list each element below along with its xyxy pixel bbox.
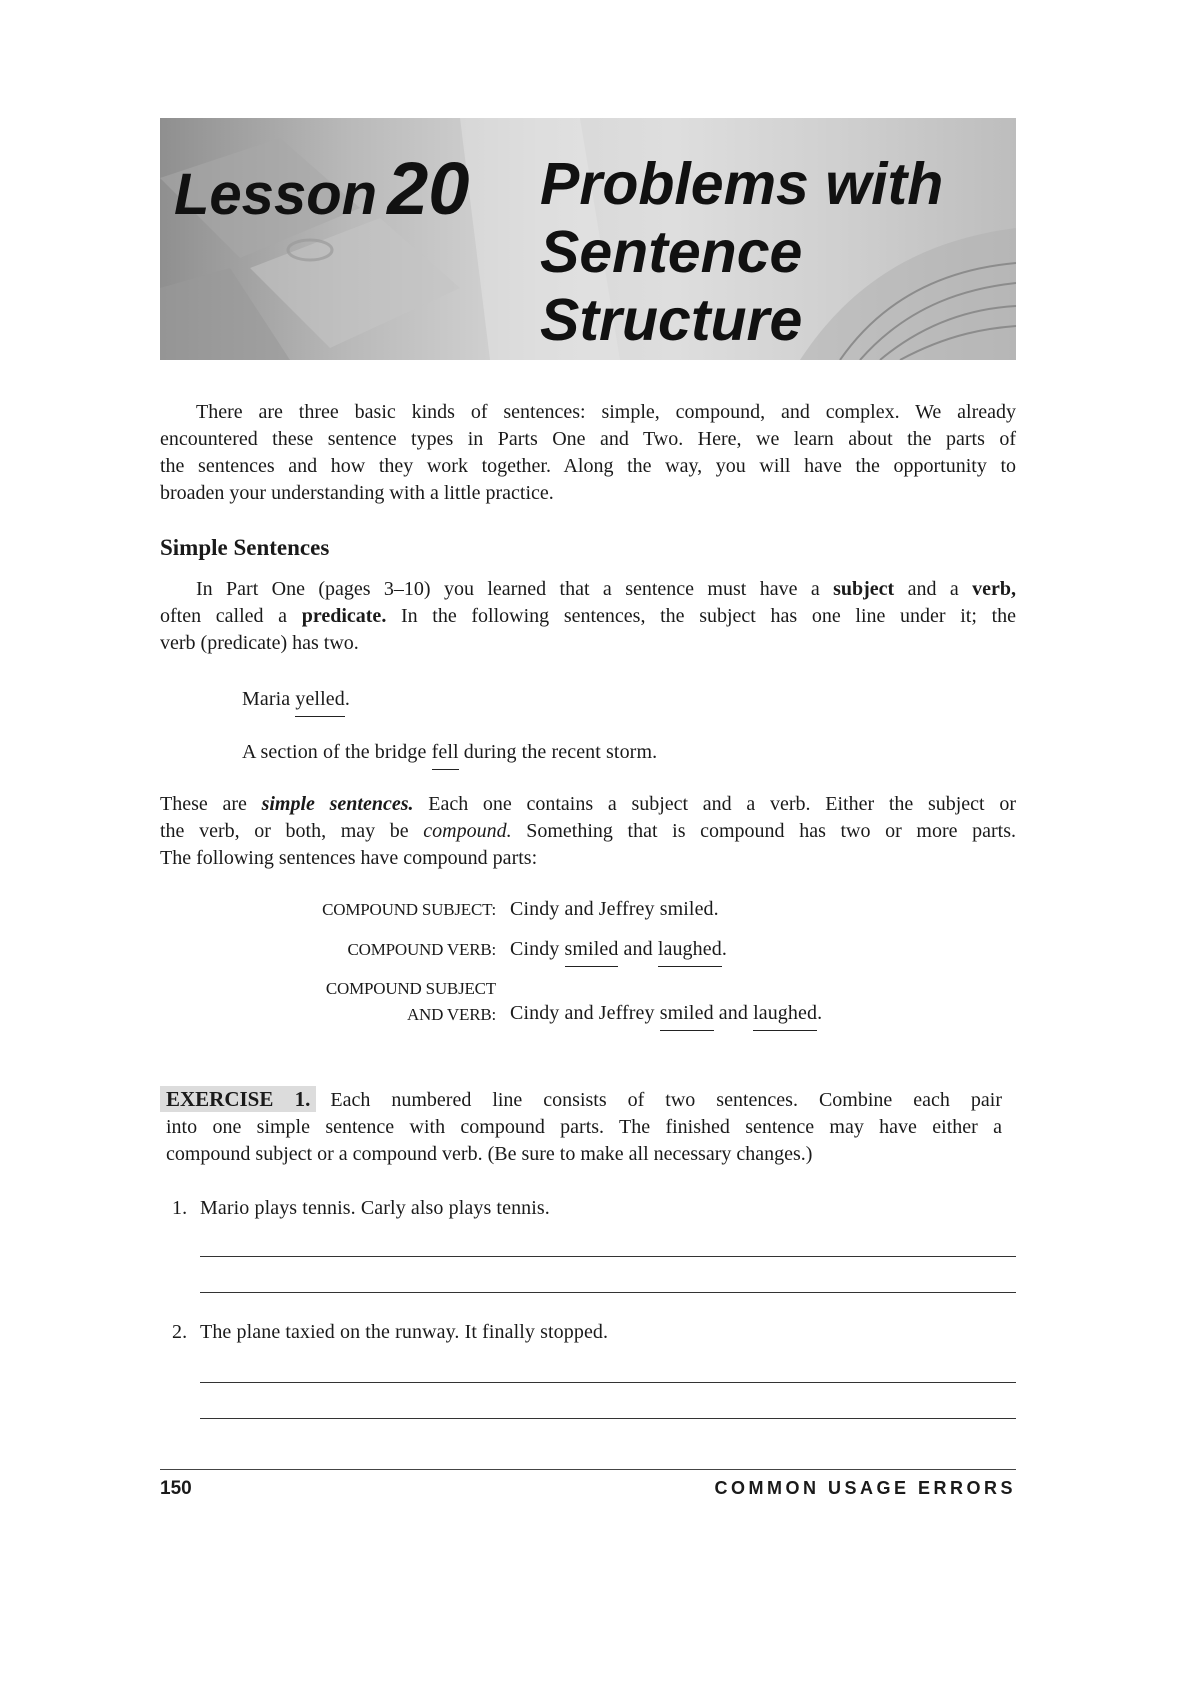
text-run: Each one contains a subject and a verb. Either the subject or	[413, 793, 1016, 815]
section-heading: Simple Sentences	[160, 535, 330, 560]
exercise-title: EXERCISE 1.	[160, 1086, 316, 1112]
paragraph-line	[160, 818, 1016, 845]
example-sentence	[242, 686, 350, 713]
paragraph-line: verb (predicate) has two.	[160, 632, 359, 654]
intro-line: the sentences and how they work together. Along the way, you will have the opportunity to	[160, 455, 1016, 477]
term-predicate: predicate.	[301, 605, 387, 627]
compound-paragraph	[160, 791, 1016, 872]
intro-line: broaden your understanding with a little practice.	[160, 482, 554, 504]
text-run: A section of the bridge	[242, 741, 432, 763]
answer-line[interactable]	[200, 1418, 1016, 1419]
exercise-instructions	[160, 1086, 1002, 1168]
intro-line: encountered these sentence types in Parts One and Two. Here, we learn about the parts of	[160, 428, 1016, 450]
compound-label: COMPOUND SUBJECT	[325, 979, 496, 998]
answer-line[interactable]	[200, 1292, 1016, 1293]
example-verb: smiled	[565, 938, 619, 967]
lesson-title-line: Structure	[540, 287, 803, 353]
paragraph-line: The following sentences have compound parts:	[160, 847, 538, 869]
example-verb: fell	[432, 741, 459, 770]
compound-label: AND VERB:	[406, 1005, 496, 1024]
text-run: often called a	[160, 605, 302, 627]
example-verb: smiled	[660, 1002, 714, 1031]
example-verb: laughed	[753, 1002, 817, 1031]
lesson-title	[540, 150, 943, 354]
answer-line[interactable]	[200, 1256, 1016, 1257]
compound-label: COMPOUND SUBJECT:	[322, 900, 496, 919]
text-run: the verb, or both, may be	[160, 820, 424, 842]
exercise-item-text: Mario plays tennis. Carly also plays tennis.	[200, 1197, 550, 1219]
text-run: during the recent storm.	[458, 741, 658, 763]
term-subject: subject	[833, 578, 895, 600]
example-subject: Maria	[242, 688, 296, 710]
lesson-title-line: Problems with	[540, 151, 944, 217]
lesson-number: 20	[387, 147, 470, 230]
intro-line: There are three basic kinds of sentences: simple, compound, and complex. We already	[196, 401, 1016, 423]
text-run: Each numbered line consists of two sentences. Combine each pair	[330, 1089, 1002, 1111]
lesson-number-heading	[174, 146, 469, 231]
compound-example	[510, 1000, 822, 1027]
example-verb: yelled	[295, 688, 344, 717]
term-simple-sentences: simple sentences.	[261, 793, 414, 815]
term-compound: compound.	[423, 820, 512, 842]
lesson-word: Lesson	[174, 162, 378, 227]
paragraph-line	[160, 603, 1016, 630]
compound-example: Cindy and Jeffrey smiled.	[510, 898, 719, 920]
example-verb: laughed	[658, 938, 722, 967]
text-run: Something that is compound has two or more parts.	[511, 820, 1016, 842]
intro-paragraph	[160, 399, 1016, 507]
text-run: and	[618, 938, 658, 960]
text-run: In Part One (pages 3–10) you learned that a sentence must have a	[196, 578, 834, 600]
answer-line[interactable]	[200, 1382, 1016, 1383]
paragraph-line	[160, 576, 1016, 603]
paragraph-line	[160, 791, 1016, 818]
example-sentence	[242, 739, 657, 766]
term-verb: verb,	[972, 578, 1016, 600]
exercise-line: into one simple sentence with compound parts. The finished sentence may have either a	[166, 1116, 1002, 1138]
exercise-line: compound subject or a compound verb. (Be sure to make all necessary changes.)	[166, 1143, 813, 1165]
text-run: Cindy	[510, 938, 565, 960]
text-run: Cindy and Jeffrey	[510, 1002, 660, 1024]
lesson-banner	[160, 118, 1016, 360]
text-run: .	[344, 688, 350, 710]
lesson-title-line: Sentence	[540, 219, 803, 285]
text-run: .	[721, 938, 727, 960]
text-run: .	[817, 1002, 823, 1024]
compound-example	[510, 936, 727, 963]
text-run: and	[713, 1002, 754, 1024]
page-number: 150	[160, 1478, 192, 1499]
exercise-item-text: The plane taxied on the runway. It finally stopped.	[200, 1321, 609, 1343]
text-run: and a	[894, 578, 973, 600]
exercise-line	[160, 1086, 1002, 1114]
subject-verb-paragraph	[160, 576, 1016, 657]
text-run: These are	[160, 793, 262, 815]
running-head: COMMON USAGE ERRORS	[714, 1478, 1016, 1498]
footer-rule	[160, 1469, 1016, 1470]
exercise-item-number: 2.	[172, 1321, 188, 1343]
compound-label: COMPOUND VERB:	[347, 940, 496, 959]
exercise-item-number: 1.	[172, 1197, 188, 1219]
text-run: In the following sentences, the subject has one line under it; the	[386, 605, 1016, 627]
